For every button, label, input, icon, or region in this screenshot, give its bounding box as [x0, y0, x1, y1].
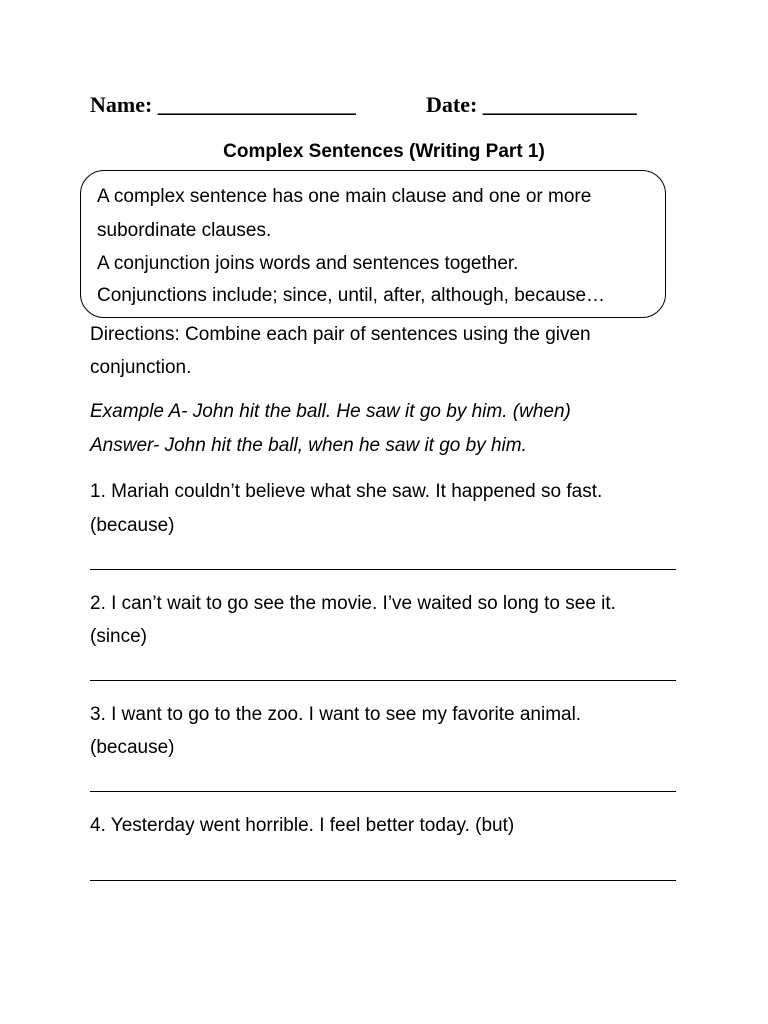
directions-line: Directions: Combine each pair of sentences using the given [90, 324, 591, 345]
question-2-answer-line[interactable] [90, 680, 676, 681]
name-field-label: Name: __________________ [90, 92, 356, 117]
definition-line: Conjunctions include; since, until, after, although, because… [97, 285, 606, 306]
definition-line: A conjunction joins words and sentences together. [97, 253, 519, 274]
question-4-text: 4. Yesterday went horrible. I feel better today. (but) [90, 815, 515, 836]
question-1-answer-line[interactable] [90, 569, 676, 570]
question-3-answer-line[interactable] [90, 791, 676, 792]
date-field-label: Date: ______________ [426, 92, 637, 117]
example-answer: Answer- John hit the ball, when he saw it go by him. [90, 435, 527, 456]
question-1-conjunction: (because) [90, 515, 175, 536]
question-2-text: 2. I can’t wait to go see the movie. I’ve waited so long to see it. [90, 593, 616, 614]
question-2-conjunction: (since) [90, 626, 148, 647]
worksheet-title: Complex Sentences (Writing Part 1) [223, 141, 545, 162]
example-question: Example A- John hit the ball. He saw it go by him. (when) [90, 401, 571, 422]
question-4-answer-line[interactable] [90, 880, 676, 881]
question-3-conjunction: (because) [90, 737, 175, 758]
question-1-text: 1. Mariah couldn’t believe what she saw. It happened so fast. [90, 481, 603, 502]
definition-line: subordinate clauses. [97, 220, 272, 241]
question-3-text: 3. I want to go to the zoo. I want to see my favorite animal. [90, 704, 582, 725]
definition-line: A complex sentence has one main clause and one or more [97, 186, 592, 207]
directions-line: conjunction. [90, 357, 192, 378]
